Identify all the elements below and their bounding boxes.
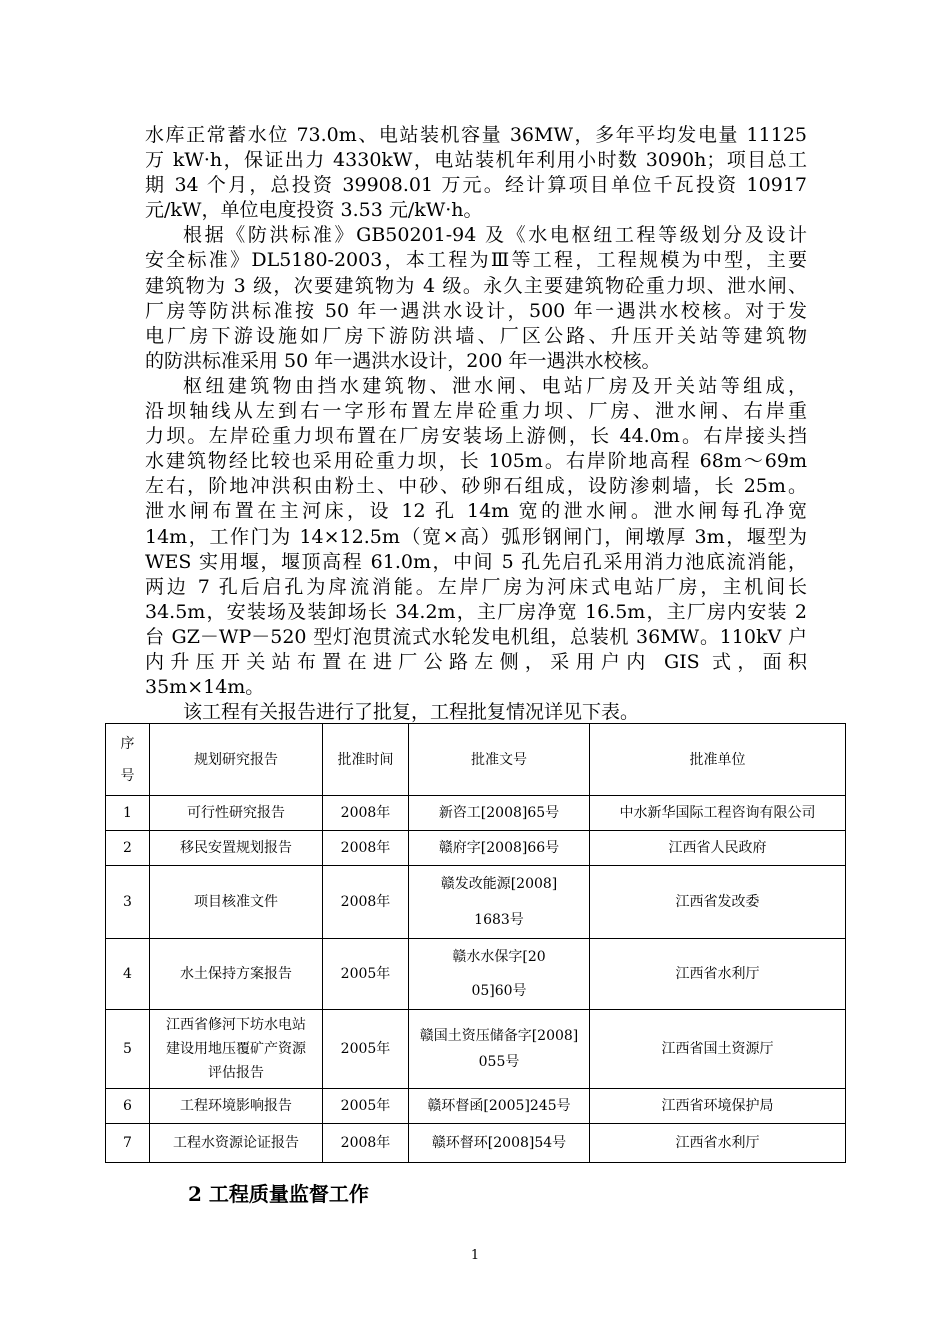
paragraph-3: [145, 374, 807, 700]
text-line: 期 34 个月，总投资 39908.01 万元。经计算项目单位千瓦投资 10917: [145, 174, 807, 197]
header-no: 序号: [106, 724, 150, 796]
cell-doc: 赣国土资压储备字[2008]055号: [409, 1010, 590, 1089]
cell-report: 移民安置规划报告: [150, 831, 323, 866]
section-heading: 2 工程质量监督工作: [188, 1182, 369, 1206]
text-line: 35m×14m。: [145, 676, 265, 699]
text-line: 安全标准》DL5180-2003，本工程为Ⅲ等工程，工程规模为中型，主要: [145, 249, 807, 272]
body-text: [145, 123, 807, 725]
cell-time: 2008年: [323, 831, 409, 866]
cell-unit: 江西省水利厅: [590, 939, 846, 1010]
text-line: 水库正常蓄水位 73.0m、电站装机容量 36MW，多年平均发电量 11125: [145, 124, 807, 146]
header-report: 规划研究报告: [150, 724, 323, 796]
text-line: 34.5m，安装场及装卸场长 34.2m，主厂房净宽 16.5m，主厂房内安装 2: [145, 600, 807, 623]
cell-time: 2008年: [323, 796, 409, 831]
paragraph-2: [145, 223, 807, 374]
text-line: 两边 7 孔后启孔为戽流消能。左岸厂房为河床式电站厂房，主机间长: [145, 575, 807, 598]
cell-unit: 江西省国土资源厅: [590, 1010, 846, 1089]
cell-unit: 中水新华国际工程咨询有限公司: [590, 796, 846, 831]
text-line: 沿坝轴线从左到右一字形布置左岸砼重力坝、厂房、泄水闸、右岸重: [145, 400, 807, 423]
cell-time: 2005年: [323, 939, 409, 1010]
text-line: 厂房等防洪标准按 50 年一遇洪水设计，500 年一遇洪水校核。对于发: [145, 299, 807, 322]
cell-unit: 江西省发改委: [590, 866, 846, 939]
table-row: [106, 831, 846, 866]
cell-doc: 赣环督函[2005]245号: [409, 1089, 590, 1124]
text-line: 枢纽建筑物由挡水建筑物、泄水闸、电站厂房及开关站等组成，: [183, 374, 807, 397]
cell-time: 2005年: [323, 1010, 409, 1089]
text-line: 万 kW·h，保证出力 4330kW，电站装机年利用小时数 3090h；项目总工: [145, 149, 807, 172]
cell-report: 工程环境影响报告: [150, 1089, 323, 1124]
cell-report: 工程水资源论证报告: [150, 1124, 323, 1163]
cell-doc: 赣水水保字[2005]60号: [409, 939, 590, 1010]
cell-doc: 新咨工[2008]65号: [409, 796, 590, 831]
page-number: 1: [470, 1248, 480, 1263]
text-line: 台 GZ－WP－520 型灯泡贯流式水轮发电机组，总装机 36MW。110kV 户: [145, 625, 807, 648]
cell-time: 2008年: [323, 866, 409, 939]
text-line: 力坝。左岸砼重力坝布置在厂房安装场上游侧，长 44.0m。右岸接头挡: [145, 425, 807, 448]
cell-doc: 赣府字[2008]66号: [409, 831, 590, 866]
text-line: 根据《防洪标准》GB50201-94 及《水电枢纽工程等级划分及设计: [183, 224, 807, 247]
header-time: 批准时间: [323, 724, 409, 796]
cell-report: 可行性研究报告: [150, 796, 323, 831]
table-row: [106, 1010, 846, 1089]
table-header-row: [106, 724, 846, 796]
text-line: 泄水闸布置在主河床，设 12 孔 14m 宽的泄水闸。泄水闸每孔净宽: [145, 500, 807, 523]
cell-doc: 赣环督环[2008]54号: [409, 1124, 590, 1163]
paragraph-4: 该工程有关报告进行了批复，工程批复情况详见下表。: [183, 701, 640, 724]
text-line: 元/kW，单位电度投资 3.53 元/kW·h。: [145, 199, 483, 222]
header-unit: 批准单位: [590, 724, 846, 796]
cell-no: 3: [106, 866, 150, 939]
cell-report: 项目核准文件: [150, 866, 323, 939]
text-line: 内升压开关站布置在进厂公路左侧，采用户内 GIS 式，面积: [145, 650, 807, 673]
text-line: 14m，工作门为 14×12.5m（宽×高）弧形钢闸门，闸墩厚 3m，堰型为: [145, 525, 807, 548]
text-line: WES 实用堰，堰顶高程 61.0m，中间 5 孔先启孔采用消力池底流消能，: [145, 550, 807, 573]
text-line: 电厂房下游设施如厂房下游防洪墙、厂区公路、升压开关站等建筑物: [145, 324, 807, 347]
paragraph-1: [145, 123, 807, 223]
cell-no: 4: [106, 939, 150, 1010]
cell-report: 江西省修河下坊水电站建设用地压覆矿产资源评估报告: [150, 1010, 323, 1089]
cell-no: 5: [106, 1010, 150, 1089]
cell-no: 1: [106, 796, 150, 831]
approval-table: [105, 723, 846, 1163]
table-row: [106, 1124, 846, 1163]
table-row: [106, 939, 846, 1010]
text-line: 水建筑物经比较也采用砼重力坝，长 105m。右岸阶地高程 68m～69m: [145, 450, 807, 473]
cell-report: 水土保持方案报告: [150, 939, 323, 1010]
cell-unit: 江西省环境保护局: [590, 1089, 846, 1124]
text-line: 的防洪标准采用 50 年一遇洪水设计，200 年一遇洪水校核。: [145, 349, 661, 372]
cell-time: 2008年: [323, 1124, 409, 1163]
table-row: [106, 796, 846, 831]
text-line: 左右，阶地冲洪积由粉土、中砂、砂卵石组成，设防渗刺墙，长 25m。: [145, 475, 807, 498]
header-doc: 批准文号: [409, 724, 590, 796]
cell-no: 7: [106, 1124, 150, 1163]
cell-unit: 江西省水利厅: [590, 1124, 846, 1163]
cell-no: 2: [106, 831, 150, 866]
cell-no: 6: [106, 1089, 150, 1124]
table-row: [106, 1089, 846, 1124]
cell-doc: 赣发改能源[2008]1683号: [409, 866, 590, 939]
cell-time: 2005年: [323, 1089, 409, 1124]
text-line: 建筑物为 3 级，次要建筑物为 4 级。永久主要建筑物砼重力坝、泄水闸、: [145, 274, 807, 297]
cell-unit: 江西省人民政府: [590, 831, 846, 866]
table-row: [106, 866, 846, 939]
